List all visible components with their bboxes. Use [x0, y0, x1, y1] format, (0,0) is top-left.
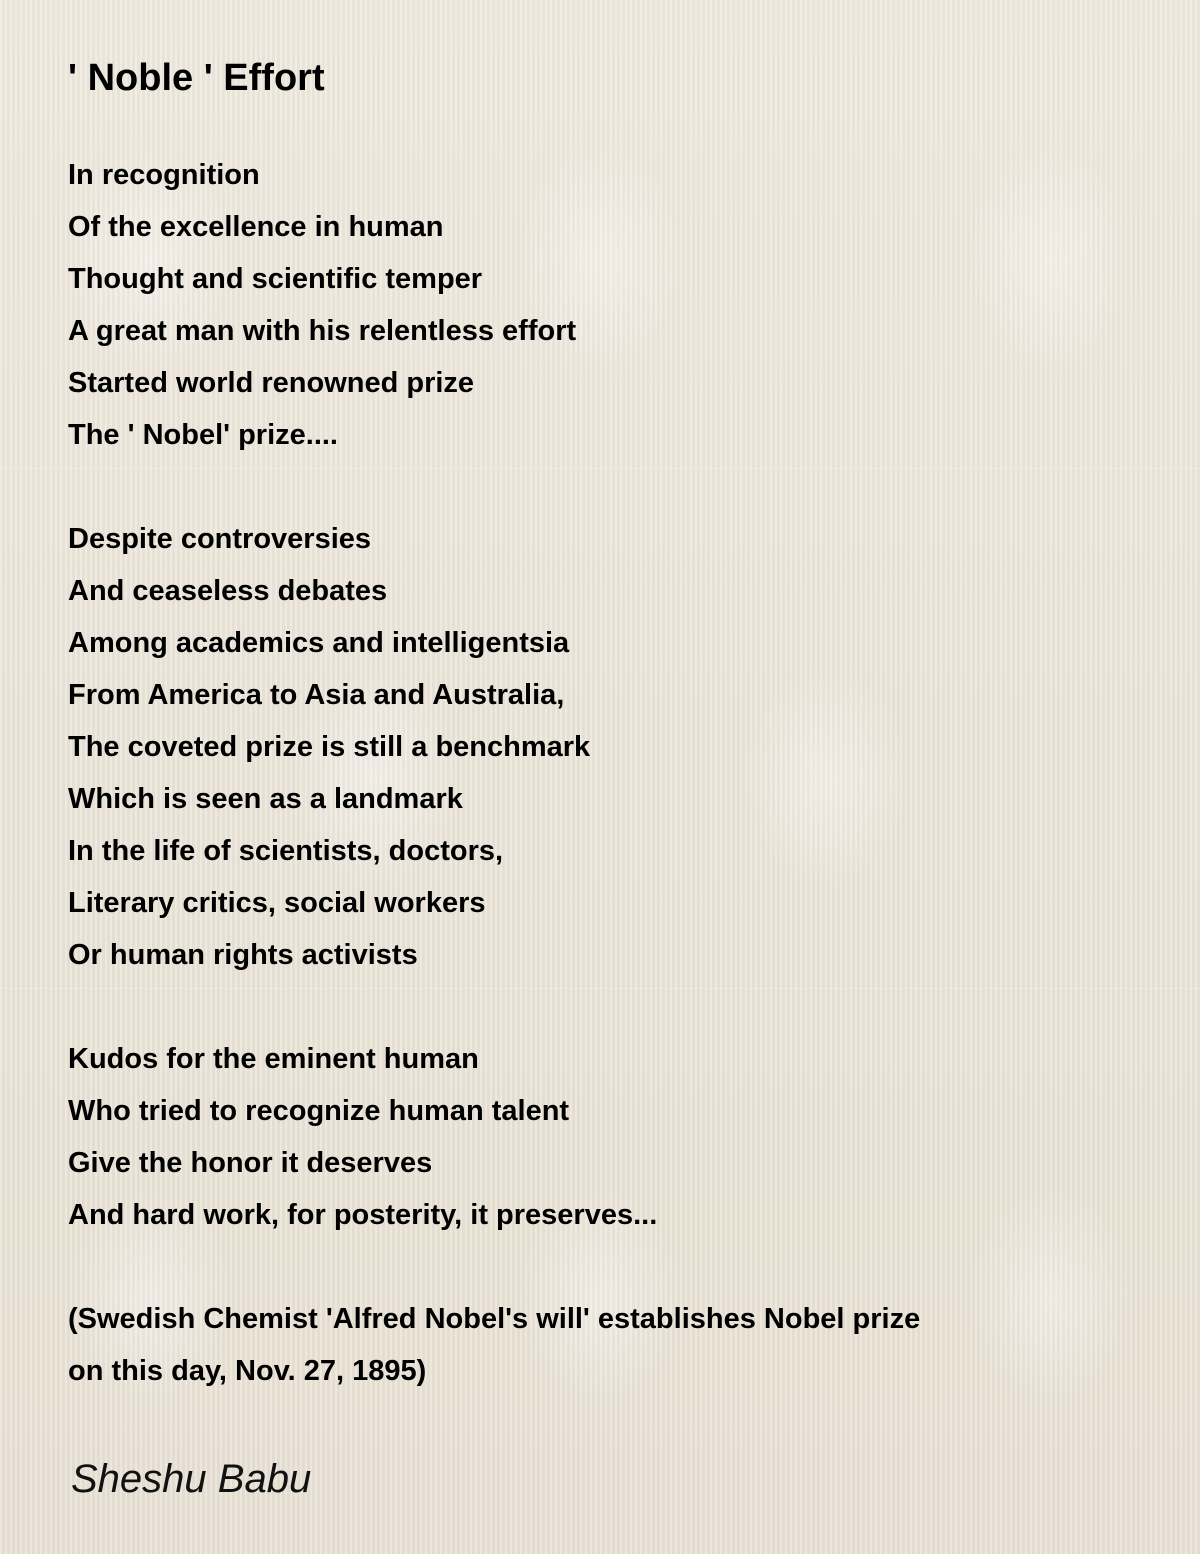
poem-line: Kudos for the eminent human — [68, 1043, 479, 1075]
poem-line: Literary critics, social workers — [68, 887, 486, 919]
poem-line: Thought and scientific temper — [68, 263, 483, 295]
poem-line: And ceaseless debates — [68, 575, 388, 607]
poem-line: Started world renowned prize — [68, 367, 475, 399]
poem-line: Which is seen as a landmark — [68, 783, 463, 815]
poem-line: Of the excellence in human — [68, 211, 444, 243]
poem-line: The ' Nobel' prize.... — [68, 419, 338, 451]
poem-line: Or human rights activists — [68, 939, 418, 971]
poem-line: A great man with his relentless effort — [68, 315, 577, 347]
stanza-3 — [68, 1033, 1168, 1241]
poem-line: The coveted prize is still a benchmark — [68, 731, 591, 763]
poem-author: Sheshu Babu — [71, 1457, 312, 1501]
poem-line: From America to Asia and Australia, — [68, 679, 565, 711]
poem-line: Despite controversies — [68, 523, 372, 555]
poem-body — [68, 149, 1168, 1449]
poem-note-line: on this day, Nov. 27, 1895) — [68, 1355, 427, 1387]
stanza-1 — [68, 149, 1168, 461]
poem-line: Among academics and intelligentsia — [68, 627, 570, 659]
poem-line: In recognition — [68, 159, 260, 191]
poem-line: Give the honor it deserves — [68, 1147, 433, 1179]
stanza-2 — [68, 513, 1168, 981]
poem-line: In the life of scientists, doctors, — [68, 835, 504, 867]
poem-title: ' Noble ' Effort — [68, 57, 325, 99]
poem-line: Who tried to recognize human talent — [68, 1095, 570, 1127]
poem-note-line: (Swedish Chemist 'Alfred Nobel's will' establishes Nobel prize — [68, 1303, 921, 1335]
poem-line: And hard work, for posterity, it preserves... — [68, 1199, 658, 1231]
stanza-note — [68, 1293, 1168, 1397]
